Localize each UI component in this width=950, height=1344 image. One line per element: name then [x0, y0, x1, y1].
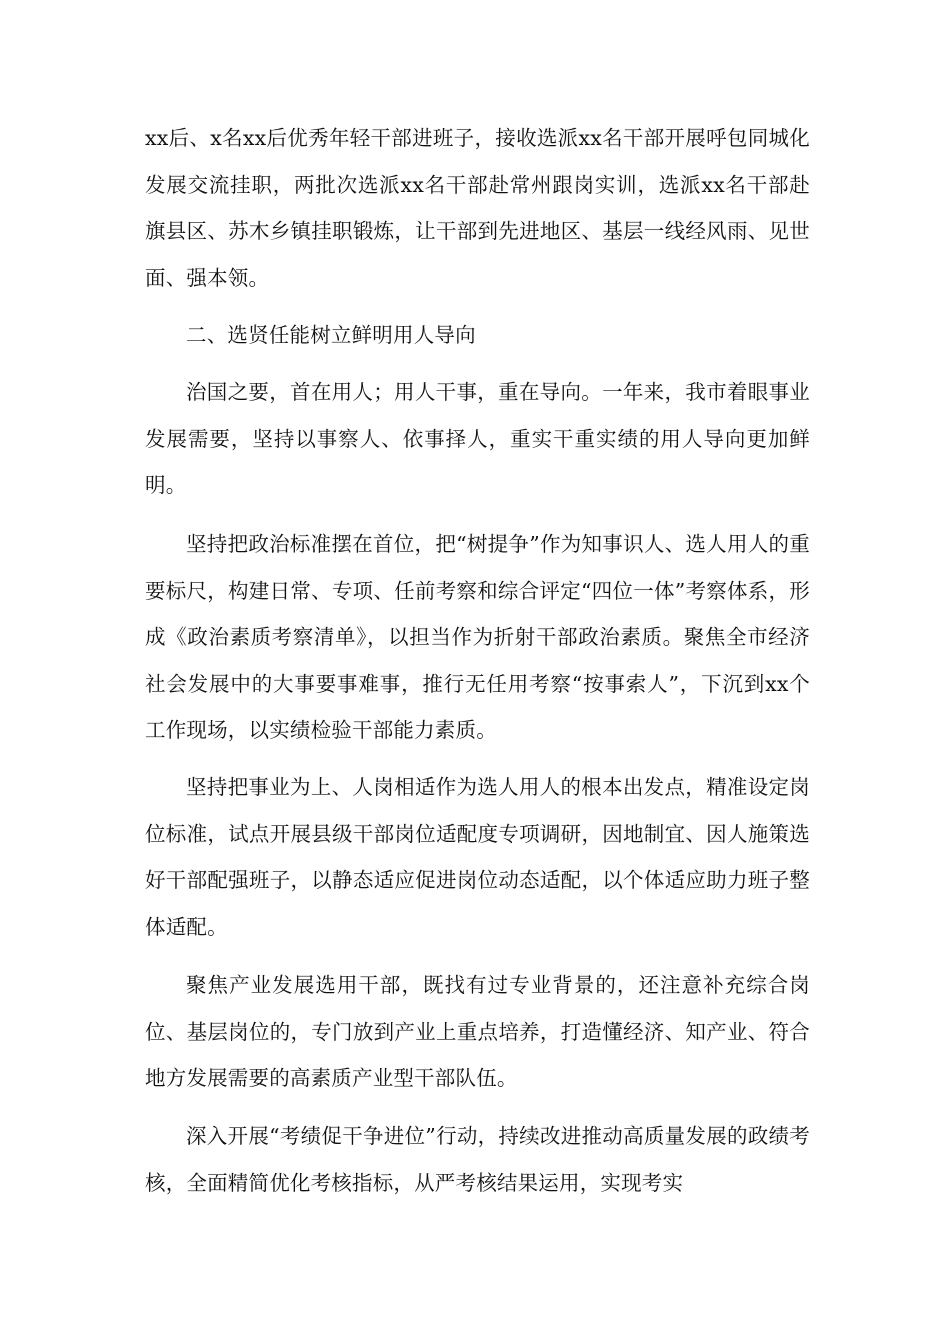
paragraph-political-standard: 坚持把政治标准摆在首位，把“树提争”作为知事识人、选人用人的重要标尺，构建日常、专项、任前考察和综合评定“四位一体”考察体系，形成《政治素质考察清单》，以担当作为折射干部政治素质。聚焦全市经济社会发展中的大事要事难事，推行无任用考察“按事索人”，下沉到xx个工作现场，以实绩检验干部能力素质。	[145, 532, 810, 742]
paragraph-industry-cadres: 聚焦产业发展选用干部，既找有过专业背景的，还注意补充综合岗位、基层岗位的，专门放到产业上重点培养，打造懂经济、知产业、符合地方发展需要的高素质产业型干部队伍。	[145, 973, 810, 1090]
paragraph-job-fit: 坚持把事业为上、人岗相适作为选人用人的根本出发点，精准设定岗位标准，试点开展县级干部岗位适配度专项调研，因地制宜、因人施策选好干部配强班子，以静态适应促进岗位动态适配，以个体适应助力班子整体适配。	[145, 775, 810, 939]
paragraph-intro: 治国之要，首在用人；用人干事，重在导向。一年来，我市着眼事业发展需要，坚持以事察人、依事择人，重实干重实绩的用人导向更加鲜明。	[145, 380, 810, 497]
section-heading: 二、选贤任能树立鲜明用人导向	[186, 323, 476, 347]
paragraph-performance-assessment: 深入开展“考绩促干争进位”行动，持续改进推动高质量发展的政绩考核，全面精简优化考核指标，从严考核结果运用，实现考实	[145, 1124, 810, 1195]
paragraph-continuation: xx后、x名xx后优秀年轻干部进班子，接收选派xx名干部开展呼包同城化发展交流挂职，两批次选派xx名干部赴常州跟岗实训，选派xx名干部赴旗县区、苏木乡镇挂职锻炼，让干部到先进地区、基层一线经风雨、见世面、强本领。	[145, 126, 810, 290]
